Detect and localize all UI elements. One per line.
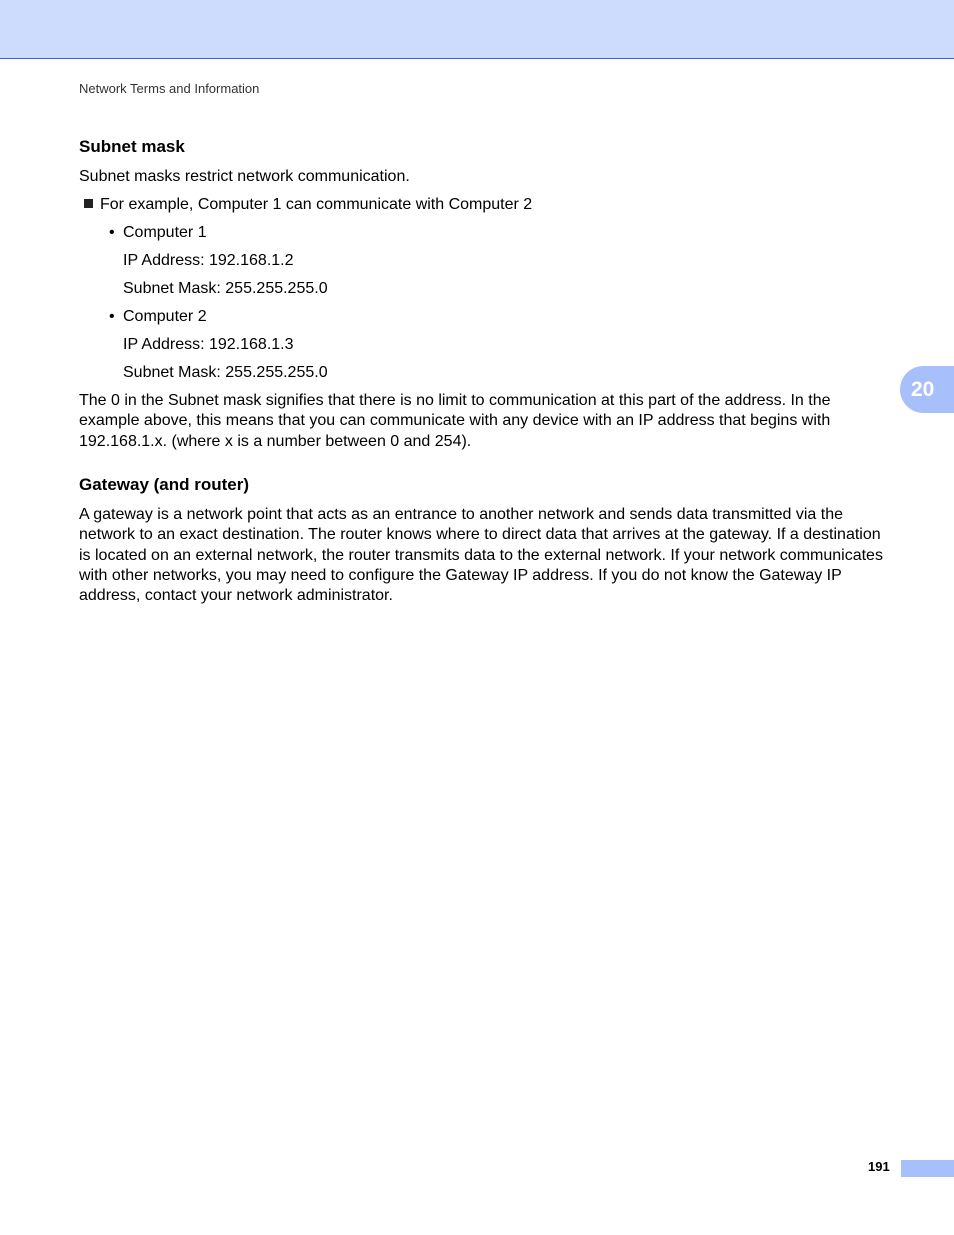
section-title-gateway: Gateway (and router) [79, 475, 250, 494]
page-number: 191 [868, 1159, 890, 1174]
computer2-mask: Subnet Mask: 255.255.255.0 [123, 364, 328, 381]
computer1-mask: Subnet Mask: 255.255.255.0 [123, 280, 328, 297]
square-bullet-icon [84, 199, 93, 208]
computer1-bullet-item [109, 223, 115, 243]
subnet-explanation: The 0 in the Subnet mask signifies that there is no limit to communication at this part of the address. In the example above, this means that you can communicate with any device with an IP address that begins with 192.168.1.x. (where x is a number between 0 and 254). [79, 392, 831, 450]
header-band [0, 0, 954, 59]
example-item [84, 195, 532, 215]
computer2-bullet-item [109, 307, 115, 327]
computer2-ip: IP Address: 192.168.1.3 [123, 336, 294, 353]
section-title-subnet-mask: Subnet mask [79, 137, 185, 156]
page-number-tab [901, 1160, 954, 1177]
bullet-icon: • [109, 308, 115, 325]
bullet-icon: • [109, 224, 115, 241]
gateway-body: A gateway is a network point that acts as an entrance to another network and sends data transmitted via the network to an exact destination. The router knows where to direct data that arrives at the gateway. If a destination is located on an external network, the router transmits data to the external network. If your network communicates with other networks, you may need to configure the Gateway IP address. If you do not know the Gateway IP address, contact your network administrator. [79, 506, 883, 605]
example-text: For example, Computer 1 can communicate with Computer 2 [100, 196, 533, 213]
subnet-intro: Subnet masks restrict network communication. [79, 168, 410, 185]
computer2-name: Computer 2 [123, 308, 207, 325]
computer1-name: Computer 1 [123, 224, 207, 241]
chapter-tab: 20 [900, 366, 954, 413]
computer1-ip: IP Address: 192.168.1.2 [123, 252, 294, 269]
running-header: Network Terms and Information [79, 81, 260, 96]
